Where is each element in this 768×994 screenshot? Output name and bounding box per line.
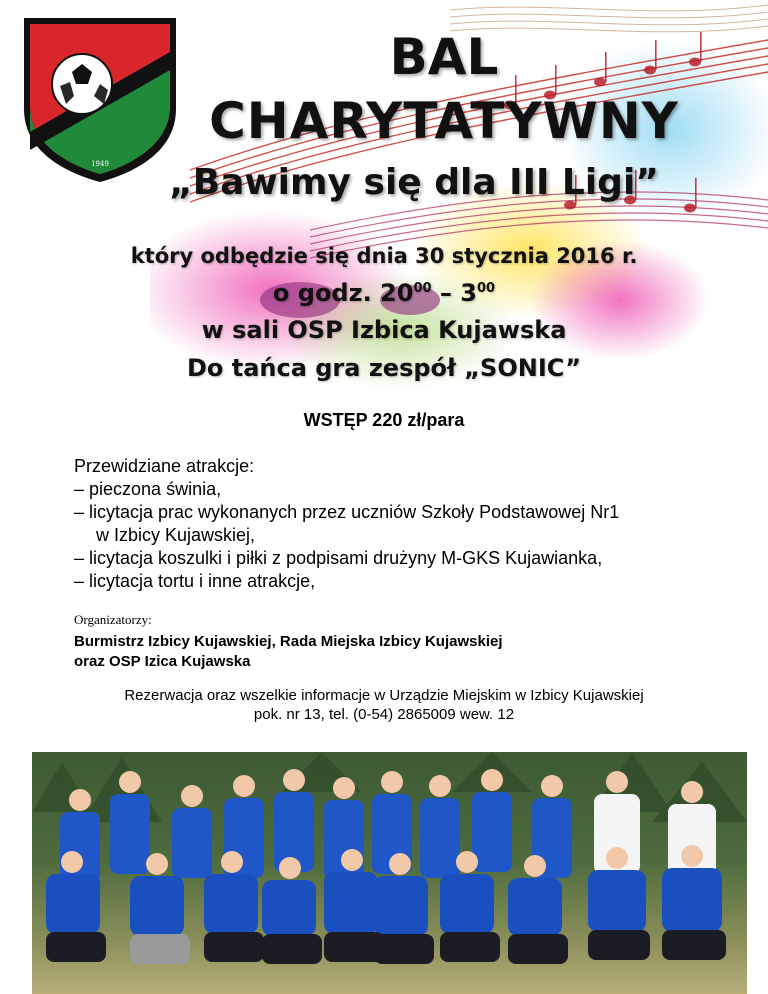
event-date: który odbędzie się dnia 30 stycznia 2016 r. [130, 244, 638, 268]
attraction-item: – licytacja tortu i inne atrakcje, [74, 571, 316, 591]
title-line-1: BAL [389, 28, 499, 86]
organizers-section [74, 612, 754, 672]
reservation-line: Rezerwacja oraz wszelkie informacje w Urządzie Miejskim w Izbicy Kujawskiej [124, 687, 644, 704]
organizers-line: oraz OSP Izica Kujawska [74, 653, 251, 670]
event-time: o godz. $20^{00} - 3^{00}$ [272, 279, 496, 307]
attraction-item: – licytacja prac wykonanych przez uczniów Szkoły Podstawowej Nr1 [74, 502, 620, 522]
attraction-item: – pieczona świnia, [74, 479, 222, 499]
event-venue: w sali OSP Izbica Kujawska [201, 316, 567, 344]
organizers-line: Burmistrz Izbicy Kujawskiej, Rada Miejska Izbicy Kujawskiej [74, 633, 503, 650]
team-photo [32, 752, 747, 994]
organizers-names [74, 632, 754, 672]
event-band: Do tańca gra zespół „SONIC” [186, 354, 582, 382]
svg-text:1949: 1949 [91, 160, 109, 168]
attraction-item-continuation: w Izbicy Kujawskiej, [96, 525, 256, 545]
attractions-heading: Przewidziane atrakcje: [74, 456, 255, 476]
event-slogan: „Bawimy się dla III Ligi” [169, 162, 659, 203]
entry-fee: WSTĘP 220 zł/para [303, 410, 465, 430]
organizers-label: Organizatorzy: [74, 612, 152, 627]
attractions-list [74, 455, 754, 593]
title-line-2: CHARYTATYWNY [209, 92, 679, 150]
reservation-info [0, 686, 768, 724]
reservation-line: pok. nr 13, tel. (0-54) 2865009 wew. 12 [253, 706, 515, 723]
attraction-item: – licytacja koszulki i piłki z podpisami drużyny M-GKS Kujawianka, [74, 548, 603, 568]
